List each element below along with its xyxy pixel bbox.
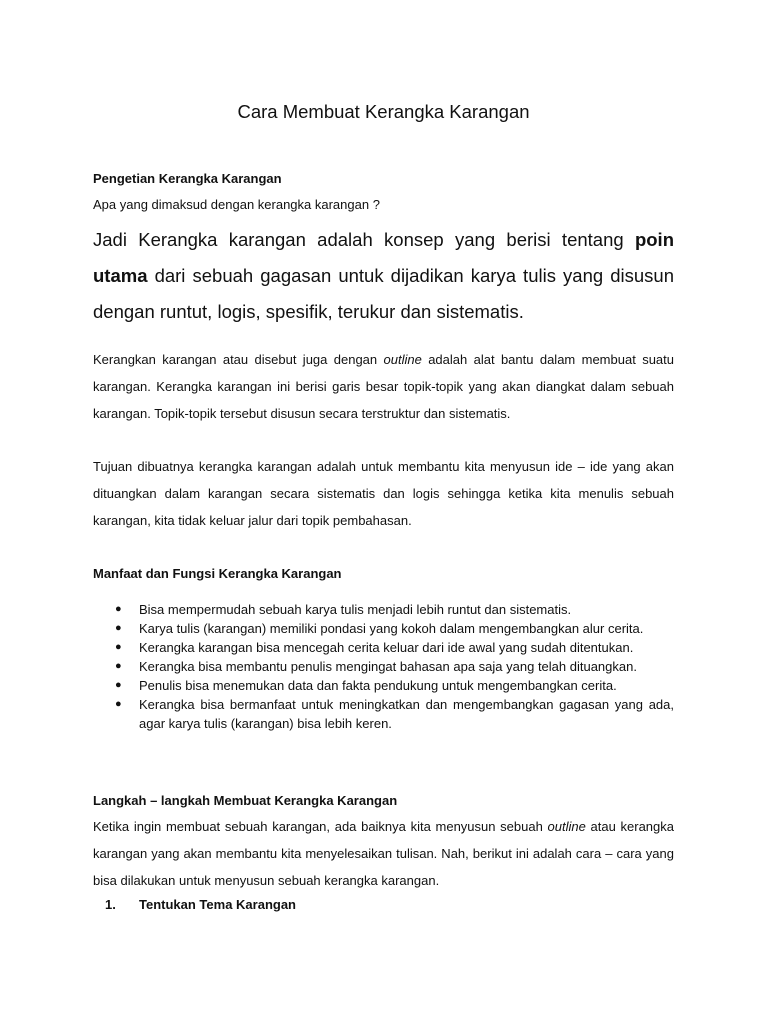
list-item: ● Penulis bisa menemukan data dan fakta pendukung untuk mengembangkan cerita.	[115, 678, 617, 693]
step-number: 1.	[105, 897, 116, 912]
section-heading-pengertian: Pengetian Kerangka Karangan	[93, 171, 282, 186]
section-heading-langkah: Langkah – langkah Membuat Kerangka Karangan	[93, 793, 398, 808]
bullet-icon: ●	[115, 679, 122, 691]
bullet-icon: ●	[115, 603, 122, 615]
outline-paragraph	[93, 346, 674, 427]
steps-intro-pre: Ketika ingin membuat sebuah karangan, ada baiknya kita menyusun sebuah	[93, 819, 548, 834]
steps-intro-post: atau kerangka karangan yang akan membantu kita menyelesaikan tulisan. Nah, berikut ini adalah cara – cara yang bisa dilakukan untuk menyusun sebuah kerangka karangan.	[93, 819, 674, 888]
steps-intro-paragraph	[93, 813, 674, 894]
section-heading-manfaat: Manfaat dan Fungsi Kerangka Karangan	[93, 566, 342, 581]
bullet-icon: ●	[115, 622, 122, 634]
document-title: Cara Membuat Kerangka Karangan	[237, 101, 530, 122]
list-item	[93, 896, 674, 914]
definition-text-part1: Jadi Kerangka karangan adalah konsep yang berisi tentang	[93, 229, 635, 250]
bullet-icon: ●	[115, 660, 122, 672]
outline-term: outline	[547, 819, 586, 834]
definition-bold-term: poin utama	[93, 229, 674, 286]
benefits-list	[93, 600, 674, 733]
step-label: Tentukan Tema Karangan	[139, 897, 296, 912]
outline-paragraph-post: adalah alat bantu dalam membuat suatu karangan. Kerangka karangan ini berisi garis besar topik-topik yang akan diangkat dalam sebuah karangan. Topik-topik tersebut disusun secara terstruktur dan sistematis.	[93, 352, 674, 421]
list-item: ● Kerangka karangan bisa mencegah cerita keluar dari ide awal yang sudah ditentukan.	[115, 640, 634, 655]
list-item: ● Karya tulis (karangan) memiliki pondasi yang kokoh dalam mengembangkan alur cerita.	[115, 621, 644, 636]
outline-paragraph-pre: Kerangkan karangan atau disebut juga dengan	[93, 352, 384, 367]
question-text: Apa yang dimaksud dengan kerangka karangan ?	[93, 197, 380, 212]
bullet-icon: ●	[115, 641, 122, 653]
definition-text-part2: dari sebuah gagasan untuk dijadikan karya tulis yang disusun dengan runtut, logis, spesifik, terukur dan sistematis.	[93, 265, 674, 322]
list-item: ● Kerangka bisa membantu penulis mengingat bahasan apa saja yang telah dituangkan.	[115, 659, 637, 674]
bullet-icon: ●	[115, 698, 122, 710]
list-item: ● Bisa mempermudah sebuah karya tulis menjadi lebih runtut dan sistematis.	[115, 602, 572, 617]
definition-paragraph	[93, 222, 674, 330]
steps-list	[93, 896, 674, 914]
outline-term: outline	[383, 352, 422, 367]
purpose-paragraph: Tujuan dibuatnya kerangka karangan adalah untuk membantu kita menyusun ide – ide yang akan dituangkan dalam karangan secara sistematis dan logis sehingga ketika kita menulis sebuah karangan, kita tidak keluar jalur dari topik pembahasan.	[93, 459, 674, 528]
list-item: ● Kerangka bisa bermanfaat untuk meningkatkan dan mengembangkan gagasan yang ada, agar karya tulis (karangan) bisa lebih keren.	[115, 697, 674, 731]
